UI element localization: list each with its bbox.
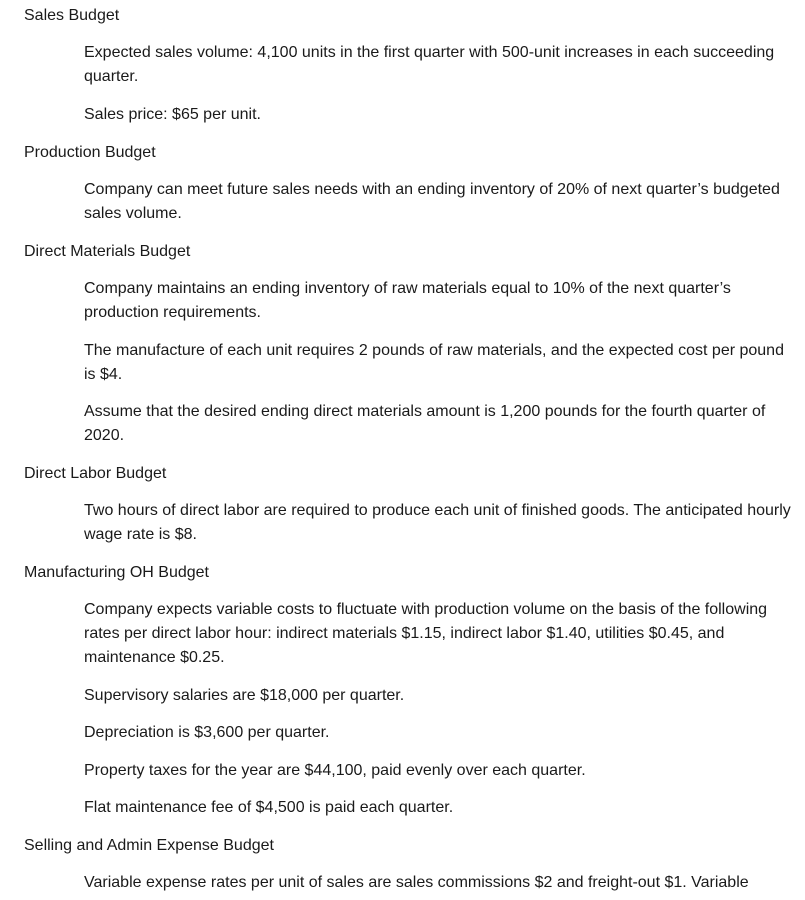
paragraph-depreciation: Depreciation is $3,600 per quarter. bbox=[84, 724, 330, 741]
paragraph-supervisory-salaries: Supervisory salaries are $18,000 per quarter. bbox=[84, 687, 405, 704]
section-heading-sales-budget: Sales Budget bbox=[24, 7, 120, 24]
paragraph-sales-volume: Expected sales volume: 4,100 units in the first quarter with 500-unit increases in each succeeding quarter. bbox=[84, 44, 775, 85]
paragraph-property-taxes: Property taxes for the year are $44,100, paid evenly over each quarter. bbox=[84, 762, 586, 779]
section-heading-direct-materials-budget: Direct Materials Budget bbox=[24, 243, 191, 260]
section-heading-production-budget: Production Budget bbox=[24, 144, 156, 161]
section-heading-selling-admin-expense-budget: Selling and Admin Expense Budget bbox=[24, 837, 274, 854]
paragraph-desired-ending-materials: Assume that the desired ending direct materials amount is 1,200 pounds for the fourth quarter of 2020. bbox=[84, 403, 766, 444]
section-heading-direct-labor-budget: Direct Labor Budget bbox=[24, 465, 167, 482]
paragraph-sales-price: Sales price: $65 per unit. bbox=[84, 106, 261, 123]
paragraph-variable-overhead-rates: Company expects variable costs to fluctuate with production volume on the basis of the following rates per direct labor hour: indirect materials $1.15, indirect labor $1.40, utilities $0.45, and maintenance $0.25. bbox=[84, 601, 768, 666]
section-heading-manufacturing-oh-budget: Manufacturing OH Budget bbox=[24, 564, 209, 581]
paragraph-maintenance-fee: Flat maintenance fee of $4,500 is paid each quarter. bbox=[84, 799, 454, 816]
paragraph-ending-inventory: Company can meet future sales needs with an ending inventory of 20% of next quarter’s budgeted sales volume. bbox=[84, 181, 780, 222]
paragraph-raw-materials-per-unit: The manufacture of each unit requires 2 pounds of raw materials, and the expected cost per pound is $4. bbox=[84, 342, 784, 383]
paragraph-raw-materials-inventory: Company maintains an ending inventory of raw materials equal to 10% of the next quarter’s production requirements. bbox=[84, 280, 731, 321]
paragraph-direct-labor-hours: Two hours of direct labor are required to produce each unit of finished goods. The anticipated hourly wage rate is $8. bbox=[84, 502, 791, 543]
paragraph-variable-expense-rates: Variable expense rates per unit of sales are sales commissions $2 and freight-out $1. Variable bbox=[84, 874, 749, 891]
